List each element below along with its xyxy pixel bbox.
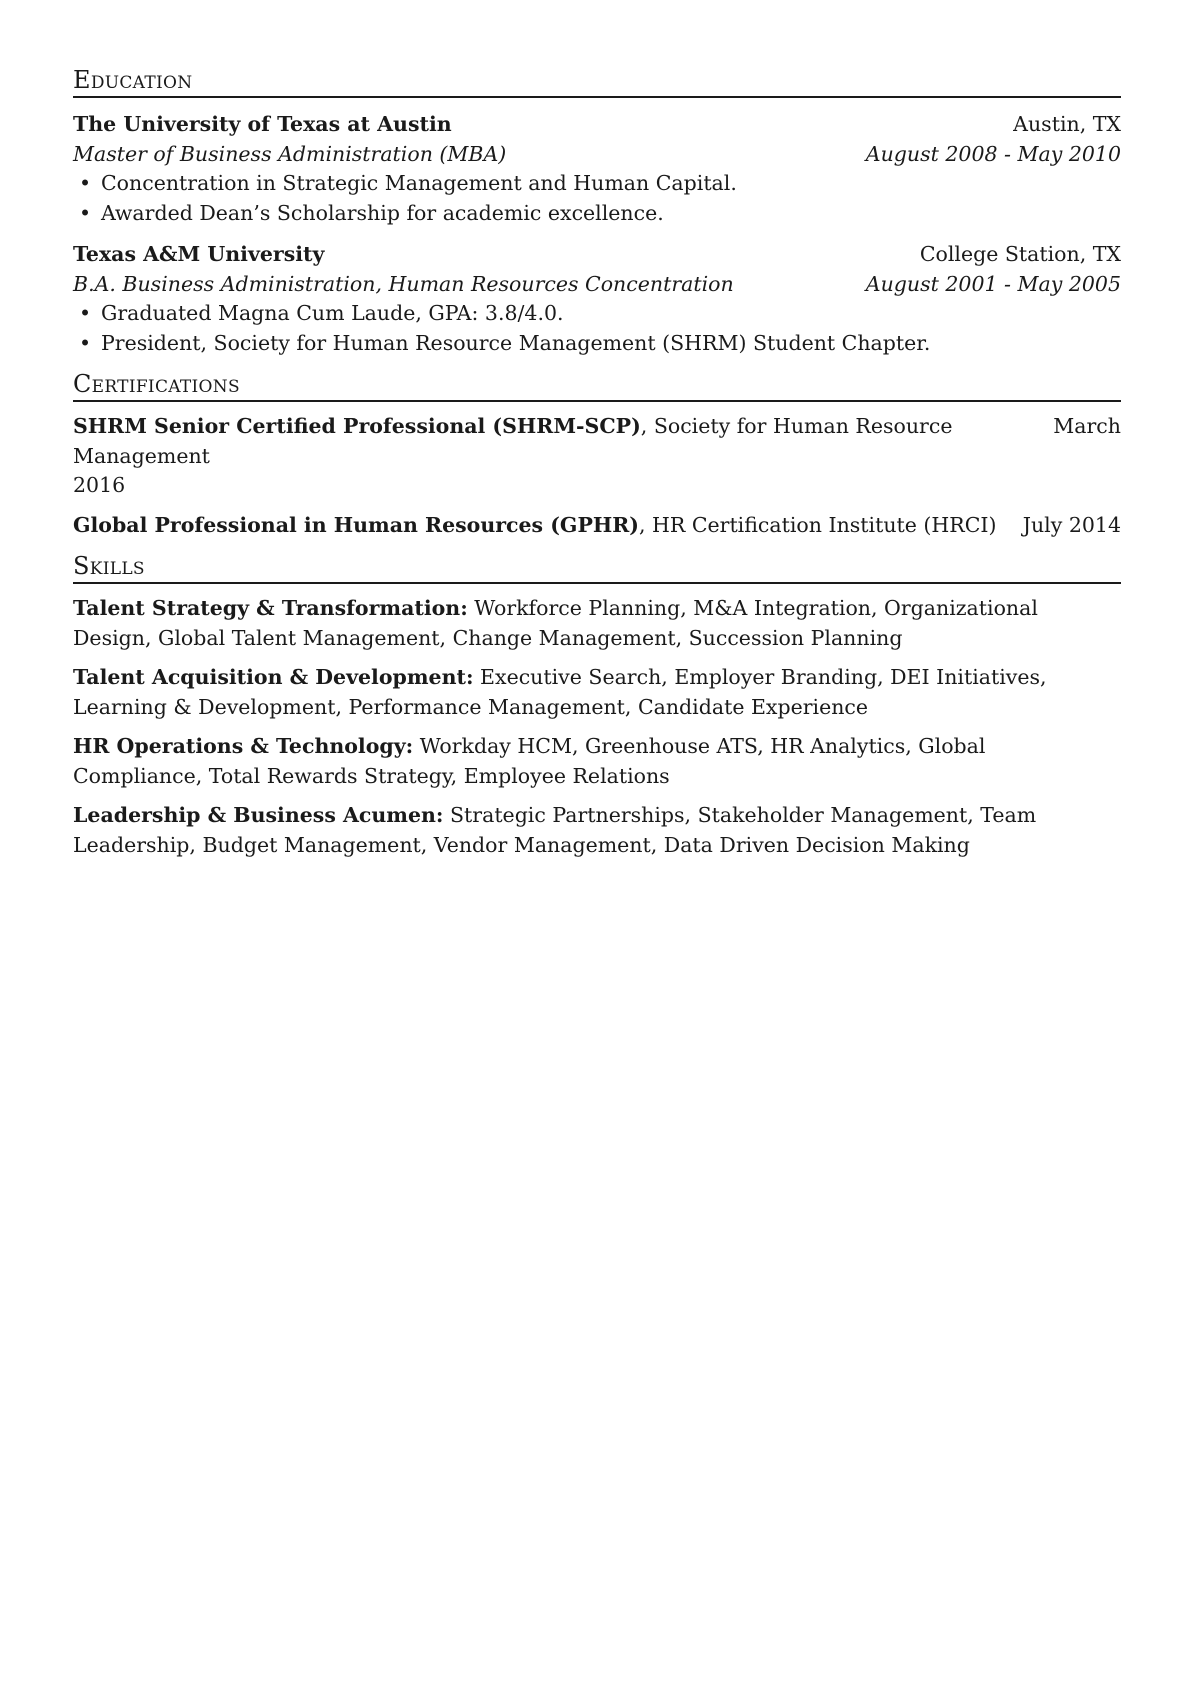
certifications-section (73, 370, 1121, 540)
skill-value: Workday HCM, Greenhouse ATS, HR Analytics, Global Compliance, Total Rewards Strategy, Employee Relations (73, 734, 986, 788)
education-dates: August 2001 - May 2005 (865, 271, 1121, 296)
resume-page (73, 66, 1121, 870)
school-location: College Station, TX (919, 242, 1121, 266)
education-bullets (73, 169, 1121, 228)
certifications-heading: Certifications (73, 370, 1121, 402)
skill-label: HR Operations & Technology: (73, 734, 414, 758)
bullet-text: Concentration in Strategic Management and Human Capital. (101, 171, 737, 195)
skill-value: Executive Search, Employer Branding, DEI Initiatives, Learning & Development, Performance Management, Candidate Experience (73, 665, 1047, 719)
bullet-item (73, 199, 1121, 229)
bullet-dot-icon: • (79, 301, 92, 325)
bullet-dot-icon: • (79, 200, 92, 225)
bullet-item (73, 299, 1121, 329)
skill-value: Strategic Partnerships, Stakeholder Management, Team Leadership, Budget Management, Vendor Management, Data Driven Decision Making (73, 803, 1037, 857)
degree-name: B.A. Business Administration, Human Resources Concentration (73, 271, 734, 296)
certification-issuer: , Society for Human Resource Management (73, 414, 953, 468)
skill-label: Talent Acquisition & Development: (73, 665, 474, 689)
skill-label: Talent Strategy & Transformation: (73, 596, 468, 620)
certification-date-continued: 2016 (73, 473, 126, 497)
skill-value: Workforce Planning, M&A Integration, Organizational Design, Global Talent Management, Change Management, Succession Planning (73, 596, 1038, 650)
skill-item (73, 801, 1121, 860)
certification-date: July 2014 (1022, 512, 1121, 537)
education-heading: Education (73, 66, 1121, 98)
skill-item (73, 594, 1121, 653)
bullet-item (73, 169, 1121, 199)
certification-item (73, 511, 1121, 541)
education-entry (73, 240, 1121, 358)
certification-issuer: , HR Certification Institute (HRCI) (638, 512, 997, 537)
bullet-text: President, Society for Human Resource Management (SHRM) Student Chapter. (101, 330, 931, 355)
bullet-dot-icon: • (79, 330, 92, 355)
skill-label: Leadership & Business Acumen: (73, 803, 444, 827)
education-entry (73, 110, 1121, 228)
degree-name: Master of Business Administration (MBA) (73, 141, 507, 166)
skill-item (73, 732, 1121, 791)
school-name: The University of Texas at Austin (73, 112, 452, 136)
certification-name: SHRM Senior Certified Professional (SHRM-SCP) (73, 414, 641, 438)
bullet-text: Awarded Dean’s Scholarship for academic excellence. (101, 200, 664, 225)
school-location: Austin, TX (1013, 112, 1121, 136)
education-dates: August 2008 - May 2010 (865, 141, 1121, 166)
bullet-item (73, 329, 1121, 359)
certification-name: Global Professional in Human Resources (GPHR) (73, 512, 639, 537)
education-section (73, 66, 1121, 358)
certification-date: March (1053, 414, 1121, 438)
bullet-dot-icon: • (79, 171, 92, 195)
skills-heading: Skills (73, 552, 1121, 584)
education-bullets (73, 299, 1121, 358)
certification-item (73, 412, 1121, 501)
school-name: Texas A&M University (73, 242, 325, 266)
bullet-text: Graduated Magna Cum Laude, GPA: 3.8/4.0. (101, 301, 564, 325)
skills-section (73, 552, 1121, 860)
skill-item (73, 663, 1121, 722)
